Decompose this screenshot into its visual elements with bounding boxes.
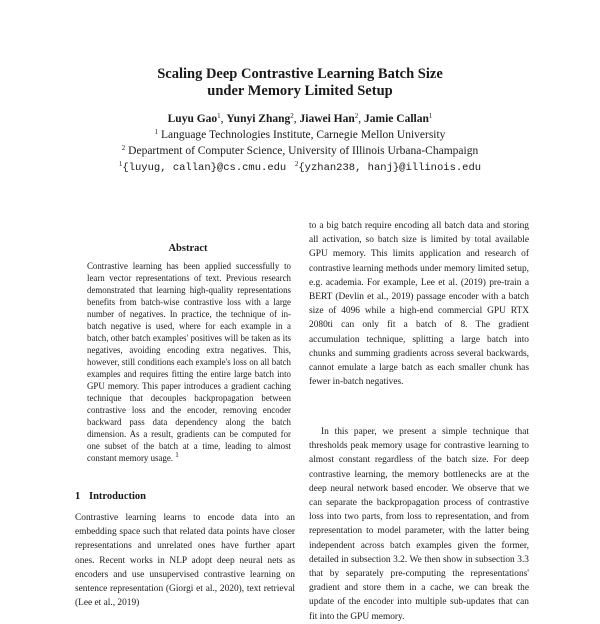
author-sup: 1	[217, 112, 221, 120]
section-title: Introduction	[89, 491, 146, 502]
author-sup: 2	[354, 112, 359, 120]
intro-right-paragraph-2: In this paper, we present a simple technique that thresholds peak memory usage for contrastive learning to almost constant regardless of the batch size. For deep contrastive learning, the memory bottlenecks are at the deep neural network based encoder. We observe that we can separate the backpropagation process of contrastive loss into two parts, from loss to representation, and from representation to model parameter, with the latter being independent across batch examples given the former, detailed in subsection 3.2. We then show in subsection 3.3 that by separately pre-computing the representations' gradient and store them in a cache, we can break the update of the encoder into multiple sub-updates that can fit into the GPU memory.	[309, 427, 529, 622]
email-sup: 1	[118, 160, 123, 168]
author-separator: ,	[220, 113, 227, 125]
email-sup: 2	[294, 160, 299, 168]
abstract-text: Contrastive learning has been applied successfully to learn vector representations of text. Previous research demonstrated that learning high-quality representations benefits from batch-wise contrastive loss with a large number of negatives. In practice, the technique of in-batch negative is used, where for each example in a batch, other batch examples' positives will be taken as its negatives, avoiding encoding extra negatives. This, however, still conditions each example's loss on all batch examples and requires fitting the entire large batch into GPU memory. This paper introduces a gradient caching technique that decouples backpropagation between contrastive loss and the encoder, removing encoder backward pass data dependency along the batch dimension. As a result, gradients can be computed for one subset of the batch at a time, leading to almost constant memory usage.	[87, 261, 291, 463]
author-name: Luyu Gao	[167, 113, 218, 125]
affiliation-2	[0, 144, 600, 158]
email-illinois: {yzhan238, hanj}@illinois.edu	[298, 162, 482, 174]
affiliation-sup: 1	[154, 128, 159, 136]
author-name: Jiawei Han	[299, 113, 355, 125]
intro-left-column: Contrastive learning learns to encode data into an embedding space such that related data points have closer representations and unrelated ones have further apart ones. Recent works in NLP adopt deep neural nets as encoders and use unsupervised contrastive learning on sentence representation (Giorgi et al., 2020), text retrieval (Lee et al., 2019)	[75, 513, 295, 609]
abstract-body	[87, 260, 291, 464]
paper-title-line-1: Scaling Deep Contrastive Learning Batch Size	[157, 66, 443, 82]
email-line	[0, 160, 600, 175]
author-separator: ,	[358, 113, 365, 125]
email-cmu: {luyug, callan}@cs.cmu.edu	[122, 162, 287, 174]
paper-title-line-2: under Memory Limited Setup	[207, 83, 393, 99]
footnote-marker: 1	[175, 451, 179, 459]
affiliation-sup: 2	[121, 144, 126, 152]
author-name: Jamie Callan	[364, 113, 429, 125]
author-list	[0, 112, 600, 126]
affiliation-text: Department of Computer Science, University of Illinois Urbana-Champaign	[125, 145, 479, 157]
abstract-heading: Abstract	[168, 243, 208, 254]
author-sup: 1	[428, 112, 433, 120]
intro-right-paragraph-1: to a big batch require encoding all batch data and storing all activation, so batch size is limited by total available GPU memory. This limits application and research of contrastive learning methods under memory limited setup, e.g. academia. For example, Lee et al. (2019) pre-train a BERT (Devlin et al., 2019) passage encoder with a batch size of 4096 while a high-end commercial GPU RTX 2080ti can only fit a batch of 8. The gradient accumulation technique, splitting a large batch into chunks and summing gradients across several backwards, cannot emulate a large batch as each smaller chunk has fewer in-batch negatives.	[309, 221, 529, 388]
section-number: 1	[75, 491, 81, 502]
affiliation-text: Language Technologies Institute, Carnegie Mellon University	[158, 129, 446, 141]
author-separator: ,	[293, 113, 300, 125]
section-heading	[75, 491, 146, 502]
author-sup: 2	[290, 112, 294, 120]
affiliation-1	[0, 128, 600, 142]
author-name: Yunyi Zhang	[226, 113, 291, 125]
